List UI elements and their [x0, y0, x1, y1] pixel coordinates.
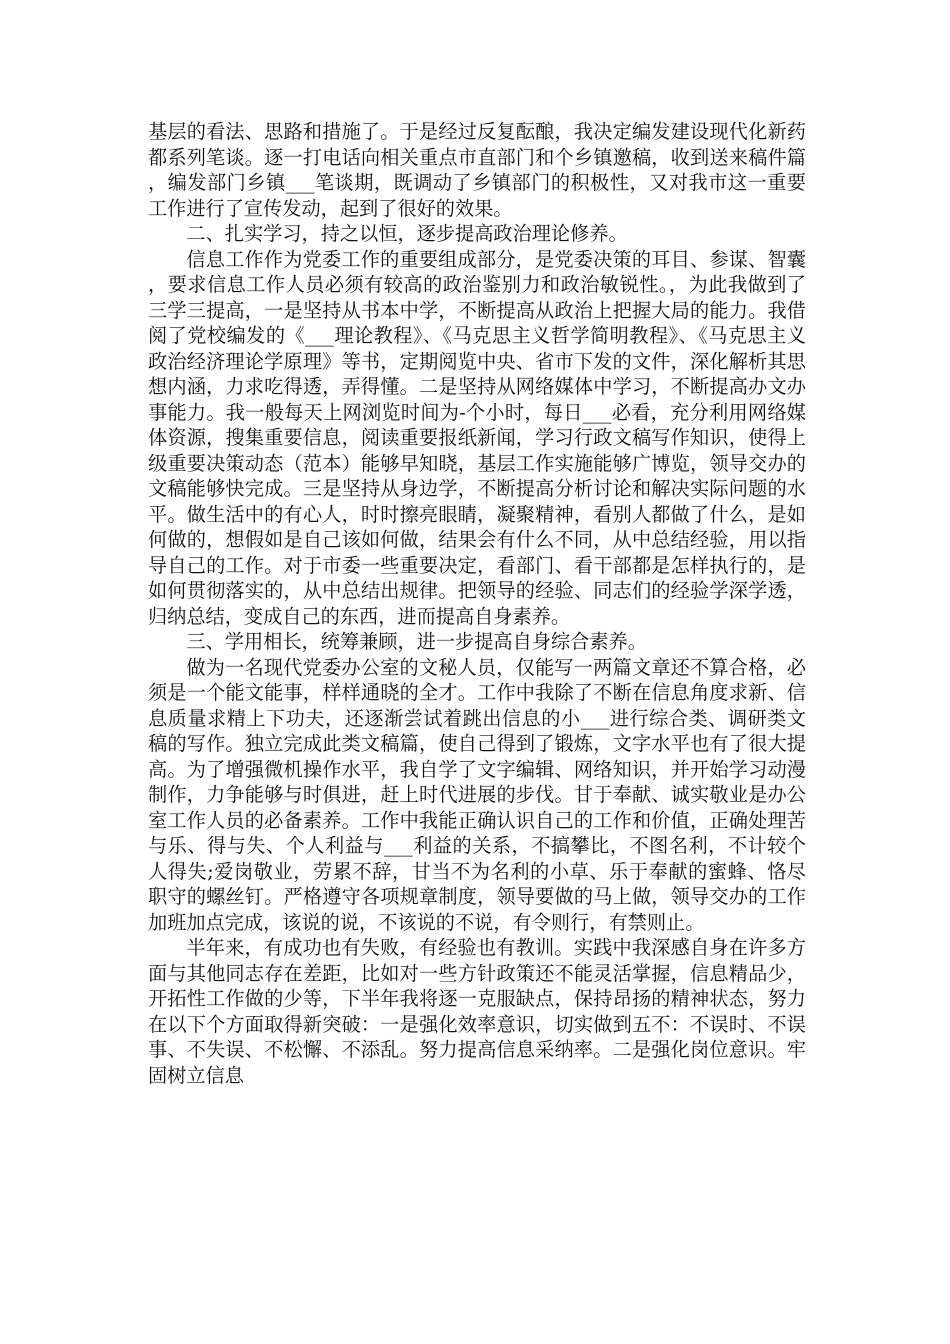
- document-page: [148, 119, 806, 1088]
- paragraph-1: 基层的看法、思路和措施了。于是经过反复酝酿，我决定编发建设现代化新药都系列笔谈。逐一打电话向相关重点市直部门和个乡镇邀稿，收到送来稿件篇，编发部门乡镇___笔谈期，既调动了乡镇部门的积极性，又对我市这一重要工作进行了宣传发动，起到了很好的效果。: [148, 120, 806, 220]
- section-heading-2: 二、扎实学习，持之以恒，逐步提高政治理论修养。: [186, 222, 628, 245]
- paragraph-3: 做为一名现代党委办公室的文秘人员，仅能写一两篇文章还不算合格，必须是一个能文能事，样样通晓的全才。工作中我除了不断在信息角度求新、信息质量求精上下功夫，还逐渐尝试着跳出信息的小___进行综合类、调研类文稿的写作。独立完成此类文稿篇，使自己得到了锻炼，文字水平也有了很大提高。为了增强微机操作水平，我自学了文字编辑、网络知识，并开始学习动漫制作，力争能够与时俱进，赶上时代进展的步伐。甘于奉献、诚实敬业是办公室工作人员的必备素养。工作中我能正确认识自己的工作和价值，正确处理苦与乐、得与失、个人利益与___利益的关系，不搞攀比，不图名利，不计较个人得失;爱岗敬业，劳累不辞，甘当不为名利的小草、乐于奉献的蜜蜂、恪尽职守的螺丝钉。严格遵守各项规章制度，领导要做的马上做，领导交办的工作加班加点完成，该说的说，不该说的不说，有令则行，有禁则止。: [148, 655, 806, 934]
- paragraph-2: 信息工作作为党委工作的重要组成部分，是党委决策的耳目、参谋、智囊，要求信息工作人员必须有较高的政治鉴别力和政治敏锐性。，为此我做到了三学三提高，一是坚持从书本中学，不断提高从政治上把握大局的能力。我借阅了党校编发的《___理论教程》、《马克思主义哲学简明教程》、《马克思主义政治经济理论学原理》等书，定期阅览中央、省市下发的文件，深化解析其思想内涵，力求吃得透，弄得懂。二是坚持从网络媒体中学习，不断提高办文办事能力。我一般每天上网浏览时间为-个小时，每日___必看，充分利用网络媒体资源，搜集重要信息，阅读重要报纸新闻，学习行政文稿写作知识，使得上级重要决策动态（范本）能够早知晓，基层工作实施能够广博览，领导交办的文稿能够快完成。三是坚持从身边学，不断提高分析讨论和解决实际问题的水平。做生活中的有心人，时时擦亮眼睛，凝聚精神，看别人都做了什么，是如何做的，想假如是自己该如何做，结果会有什么不同，从中总结经验，用以指导自己的工作。对于市委一些重要决定，看部门、看干部都是怎样执行的，是如何贯彻落实的，从中总结出规律。把领导的经验、同志们的经验学深学透，归纳总结，变成自己的东西，进而提高自身素养。: [148, 247, 806, 628]
- paragraph-4: 半年来，有成功也有失败，有经验也有教训。实践中我深感自身在许多方面与其他同志存在差距，比如对一些方针政策还不能灵活掌握，信息精品少，开拓性工作做的少等，下半年我将逐一克服缺点，保持昂扬的精神状态，努力在以下个方面取得新突破：一是强化效率意识，切实做到五不：不误时、不误事、不失误、不松懈、不添乱。努力提高信息采纳率。二是强化岗位意识。牢固树立信息: [148, 936, 806, 1087]
- section-heading-3: 三、学用相长，统筹兼顾，进一步提高自身综合素养。: [186, 630, 647, 653]
